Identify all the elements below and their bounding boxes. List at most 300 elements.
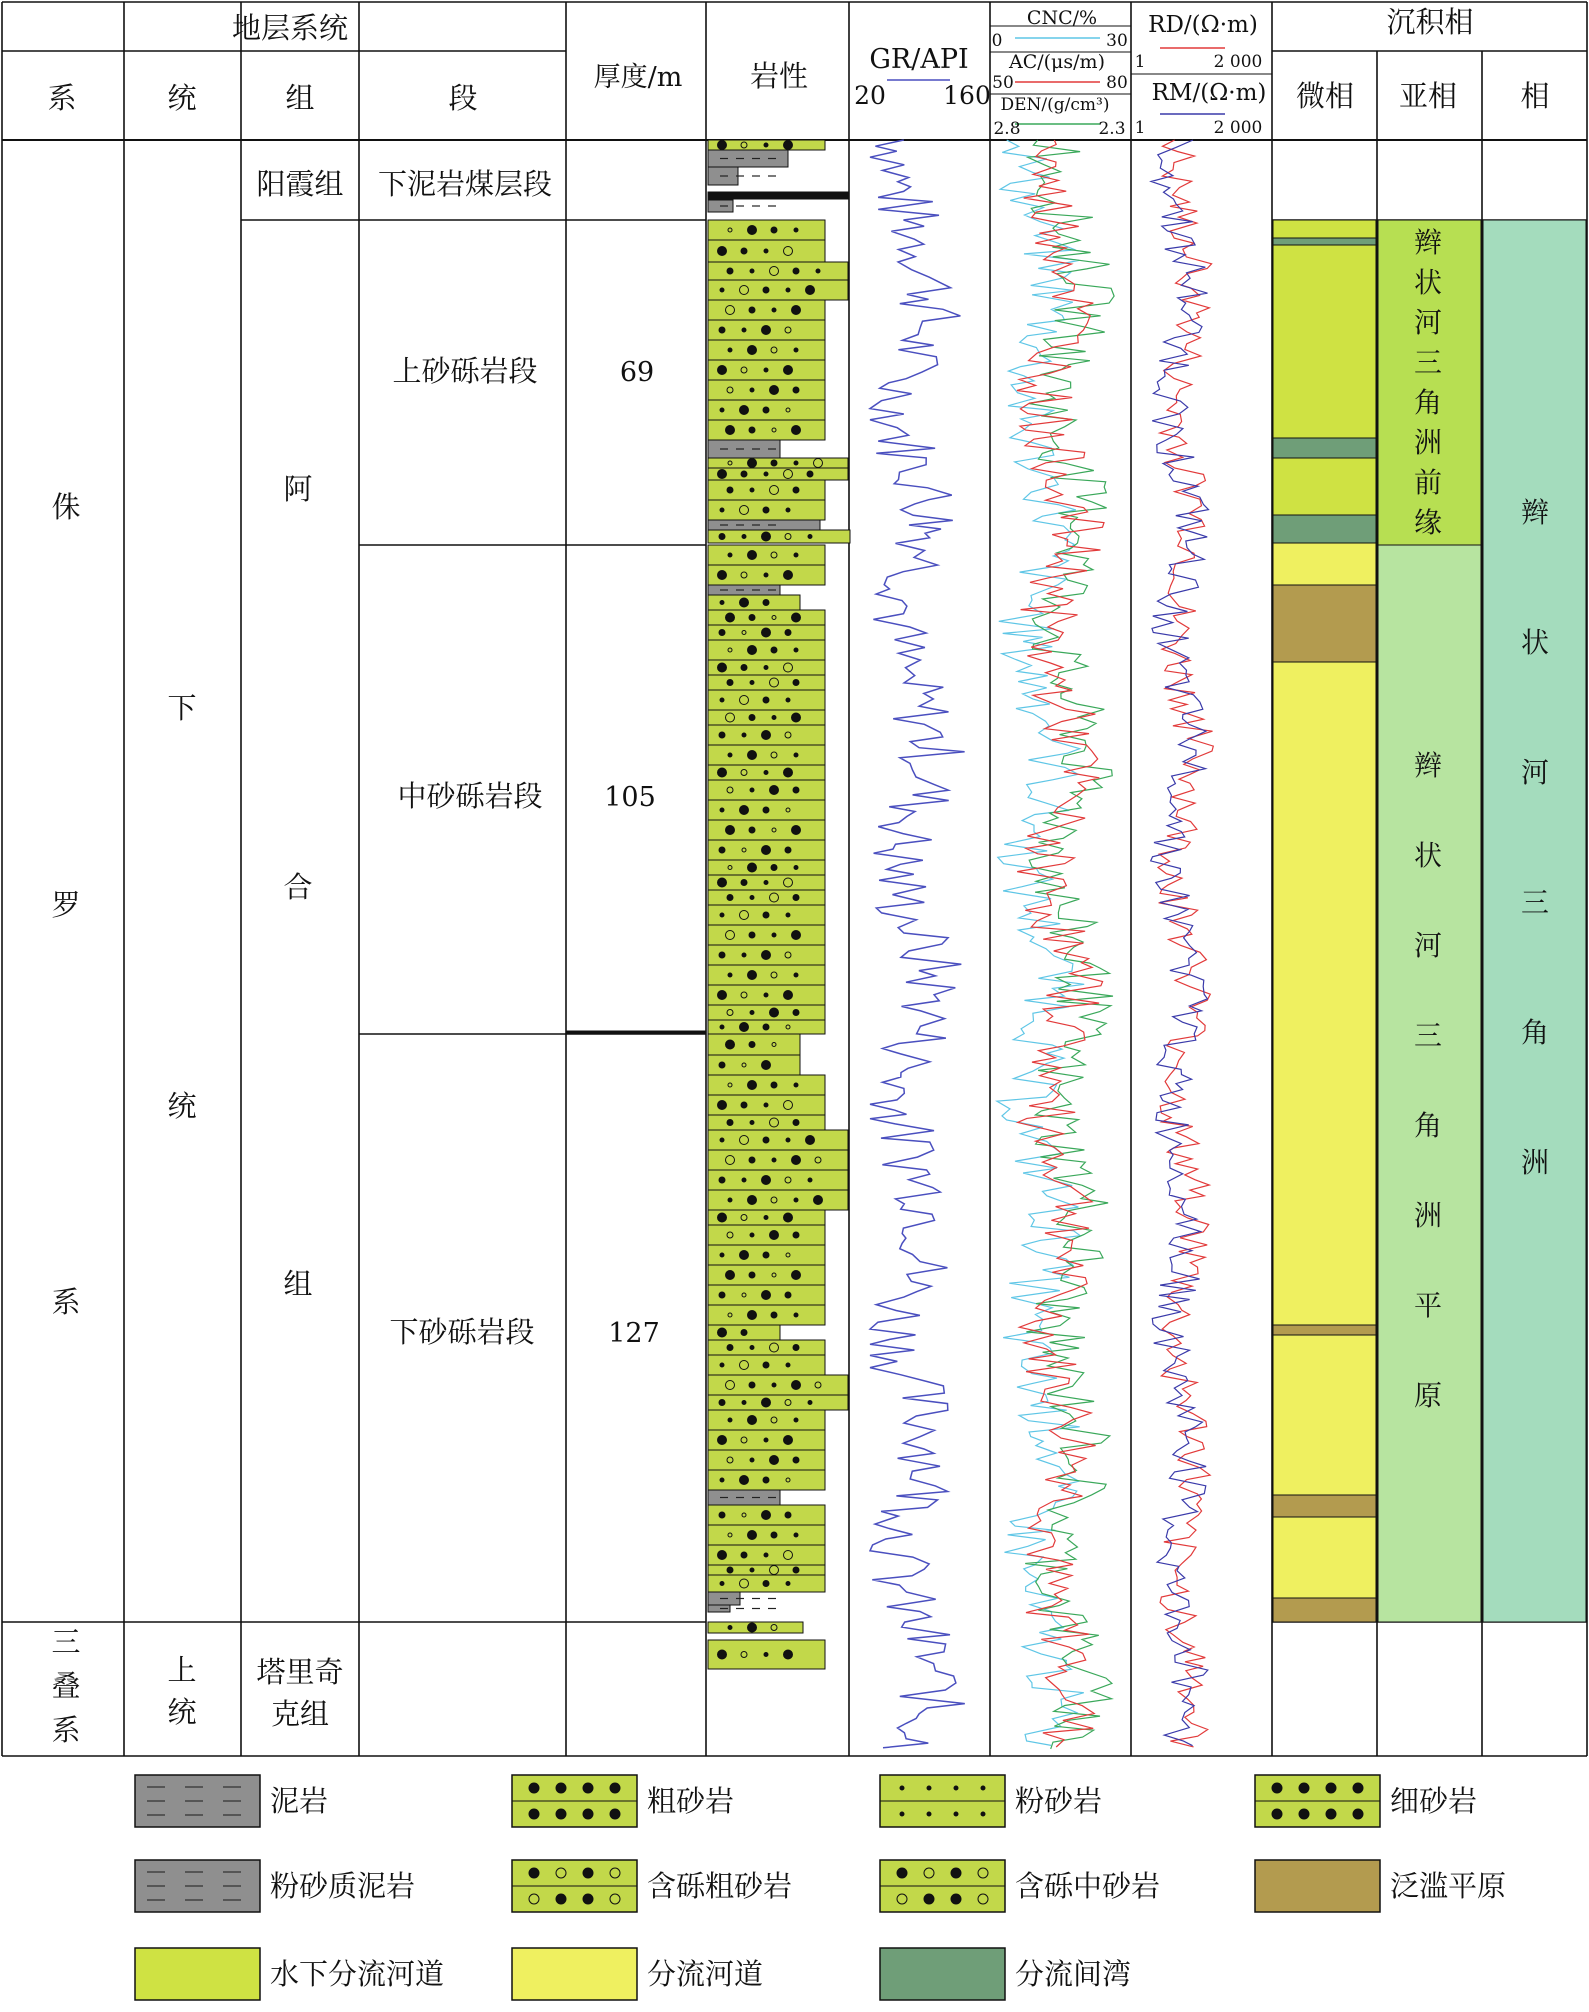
header-series: 统 [167,81,197,115]
microfacies-bar [1273,1598,1376,1622]
lith-grain [763,697,769,703]
lith-grain [742,733,746,737]
lith-grain [764,472,768,476]
lith-bed [708,468,848,480]
lith-grain [793,487,799,493]
lith-grain [786,1582,790,1586]
lith-grain [719,1512,725,1518]
lith-grain [763,507,769,513]
member-middle: 中砂砾岩段 [397,779,543,813]
legend-swatch [512,1948,637,2000]
header-ac: AC/(μs/m) [1008,51,1106,73]
lith-grain [750,896,754,900]
lith-grain [793,1567,799,1573]
legend [135,1775,1506,2000]
lith-grain [718,1328,727,1337]
lith-grain [794,1313,798,1317]
lith-bed [708,458,848,468]
lith-grain [785,847,791,853]
microfacies-bar [1273,543,1376,585]
lith-grain [718,991,727,1000]
lith-bed [708,280,848,300]
legend-grain [556,1809,566,1819]
lith-grain [718,571,727,580]
header-member: 段 [448,81,478,115]
lith-grain [728,973,732,977]
lith-grain [763,600,769,606]
legend-label: 细砂岩 [1390,1784,1478,1818]
lith-grain [793,268,799,274]
lith-grain [719,327,725,333]
lith-grain [785,630,791,636]
thickness-upper: 69 [619,357,655,388]
lith-grain [772,1383,776,1387]
series-lower-1: 下 [167,691,197,725]
lith-grain [718,1650,727,1659]
lith-grain [806,1136,815,1145]
thickness-lower: 127 [608,1318,660,1349]
lith-grain [718,141,727,150]
legend-grain [927,1786,931,1790]
subfacies-plain-label: 角 [1413,1109,1443,1142]
lith-grain [784,991,793,1000]
lith-grain [763,1252,769,1258]
system-jurassic-2: 罗 [51,888,81,922]
system-triassic-1: 三 [51,1625,81,1659]
lith-grain [806,286,815,295]
lith-grain [749,307,755,313]
subfacies-plain-label: 状 [1413,839,1443,872]
legend-grain [951,1868,961,1878]
legend-grain [951,1894,961,1904]
lith-grain [720,698,724,702]
lith-grain [749,827,755,833]
lith-grain [720,1582,724,1586]
lith-bed [708,1565,825,1575]
lith-grain [770,786,779,795]
lith-bed [708,480,825,500]
series-upper-1: 上 [167,1653,197,1687]
ac-scale-min: 50 [992,73,1014,93]
lith-grain [726,426,735,435]
lith-grain [816,269,820,273]
lith-bed [708,1450,825,1470]
lith-grain [749,427,755,433]
lith-grain [749,1272,755,1278]
lith-grain [750,788,754,792]
lith-grain [748,971,757,980]
legend-grain [583,1868,593,1878]
header-rm: RM/(Ω·m) [1151,80,1267,106]
subfacies-plain-bar [1378,545,1481,1622]
lith-grain [740,598,749,607]
header-den: DEN/(g/cm³) [1000,95,1110,115]
lith-grain [720,1363,724,1367]
lith-grain [793,787,799,793]
legend-grain [610,1783,620,1793]
lith-grain [793,1120,799,1126]
lith-bed [708,860,825,875]
lith-grain [770,1008,779,1017]
legend-grain [610,1809,620,1819]
lith-grain [720,601,724,605]
header-formation: 组 [285,81,315,115]
lith-grain [784,1436,793,1445]
subfacies-front-label: 洲 [1413,426,1443,459]
lith-grain [762,532,771,541]
lith-bed [708,380,825,400]
lith-grain [750,488,754,492]
subfacies-plain-label: 三 [1413,1019,1443,1052]
legend-grain [529,1809,539,1819]
legend-label: 泥岩 [270,1784,329,1818]
lith-grain [742,1178,746,1182]
legend-grain [1272,1809,1282,1819]
legend-grain [556,1783,566,1793]
lith-grain [720,508,724,512]
header-facies-group: 沉积相 [1386,5,1474,39]
rd-curve [1158,140,1213,1747]
lith-grain [793,387,799,393]
lith-bed [708,1340,825,1355]
lith-grain [720,808,724,812]
lith-grain [762,326,771,335]
header-microfacies: 微相 [1295,79,1355,113]
lith-grain [748,751,757,760]
lith-grain [763,1362,769,1368]
subfacies-front-label: 缘 [1413,506,1443,539]
lith-grain [720,288,724,292]
header-subfacies: 亚相 [1398,79,1458,113]
series-lower-2: 统 [167,1089,197,1123]
lith-grain [718,1436,727,1445]
legend-grain [897,1868,907,1878]
lith-grain [762,1291,771,1300]
lith-grain [748,1081,757,1090]
lith-grain [741,248,747,254]
lith-grain [794,1198,798,1202]
legend-grain [1299,1809,1309,1819]
lith-grain [748,551,757,560]
lith-grain [793,1010,799,1016]
lith-grain [727,1567,733,1573]
system-triassic-2: 叠 [51,1669,81,1703]
lith-grain [764,1103,768,1107]
lith-grain [792,1271,801,1280]
microfacies-bar [1273,238,1376,245]
lith-grain [727,1120,733,1126]
legend-grain [900,1812,904,1816]
lith-grain [762,1511,771,1520]
member-upper: 上砂砾岩段 [392,354,538,388]
lith-grain [719,732,725,738]
lith-grain [784,768,793,777]
lith-grain [740,806,749,815]
lith-grain [742,953,746,957]
lith-grain [740,1023,749,1032]
lith-grain [750,269,754,273]
lith-grain [749,1042,755,1048]
lith-grain [719,1292,725,1298]
lith-bed [708,780,825,800]
lith-grain [794,753,798,757]
lith-bed [708,675,825,690]
subfacies-front-label: 三 [1413,346,1443,379]
legend-label: 粉砂岩 [1015,1784,1103,1818]
lith-grain [793,1457,799,1463]
lith-grain [727,680,733,686]
lith-grain [726,826,735,835]
legend-label: 泛滥平原 [1390,1869,1507,1903]
formation-taliqike-2: 克组 [270,1697,330,1731]
lith-grain [728,753,732,757]
facies-delta-label: 状 [1520,626,1550,659]
legend-label: 含砾粗砂岩 [647,1869,793,1903]
lith-grain [785,1512,791,1518]
legend-grain [583,1809,593,1819]
lith-grain [741,880,747,886]
lith-grain [718,470,727,479]
lith-grain [750,1458,754,1462]
lith-grain [792,613,801,622]
lith-grain [726,1040,735,1049]
rd-scale-max: 2 000 [1213,52,1263,72]
cnc-scale-min: 0 [991,31,1003,51]
lith-grain [786,1138,790,1142]
lith-grain [727,895,733,901]
lith-grain [748,226,757,235]
microfacies-bar [1273,515,1376,543]
lith-grain [794,228,798,232]
legend-grain [1326,1809,1336,1819]
lith-grain [718,768,727,777]
lith-grain [794,648,798,652]
lith-grain [764,368,768,372]
lith-grain [720,1478,724,1482]
lith-grain [741,1102,747,1108]
lith-grain [740,1251,749,1260]
lith-grain [762,951,771,960]
lith-grain [748,1531,757,1540]
lith-grain [794,866,798,870]
microfacies-bar [1273,245,1376,438]
lith-grain [762,1061,771,1070]
legend-grain [1299,1783,1309,1793]
header-facies: 相 [1520,79,1550,113]
lith-grain [792,826,801,835]
lith-grain [771,1312,777,1318]
lith-grain [772,933,776,937]
legend-grain [981,1786,985,1790]
lith-grain [771,227,777,233]
lith-grain [794,1418,798,1422]
lith-grain [719,952,725,958]
lith-grain [764,666,768,670]
lith-grain [793,680,799,686]
lith-grain [786,508,790,512]
lith-grain [786,698,790,702]
lith-grain [726,1271,735,1280]
lith-bed [708,1170,848,1190]
lith-bed [708,640,825,660]
microfacies-bar [1273,1325,1376,1335]
lith-grain [749,615,755,621]
series-upper-2: 统 [167,1695,197,1729]
lith-grain [808,1178,812,1182]
microfacies-bar [1273,585,1376,662]
legend-grain [583,1894,593,1904]
legend-grain [927,1812,931,1816]
formation-ahe-2: 合 [283,870,313,904]
facies-delta-label: 角 [1520,1016,1550,1049]
lith-bed [708,1305,825,1325]
lith-grain [741,665,747,671]
legend-grain [954,1812,958,1816]
lith-bed [708,1005,825,1020]
lith-grain [771,647,777,653]
lith-grain [719,847,725,853]
subfacies-front-label: 辫 [1413,226,1443,259]
ac-scale-max: 80 [1106,73,1128,93]
lith-grain [749,932,755,938]
lith-grain [814,1196,823,1205]
lith-grain [772,308,776,312]
well-log-curves [870,140,1213,1749]
header-thickness: 厚度/m [593,62,683,93]
lith-grain [718,366,727,375]
lith-bed [708,890,825,905]
legend-grain [1353,1809,1363,1819]
lith-grain [763,1137,769,1143]
header-rd: RD/(Ω·m) [1148,12,1258,38]
legend-label: 粗砂岩 [647,1784,735,1818]
lith-bed [708,545,825,565]
legend-grain [583,1783,593,1793]
lith-grain [771,1082,777,1088]
lith-grain [727,1345,733,1351]
lith-grain [748,1311,757,1320]
lith-grain [793,895,799,901]
facies-delta-label: 辫 [1520,496,1550,529]
facies-delta-label: 洲 [1520,1146,1550,1179]
formation-taliqike-1: 塔里奇 [256,1655,344,1689]
lith-grain [772,716,776,720]
lith-grain [720,913,724,917]
lith-bed [708,1075,825,1095]
legend-grain [1353,1783,1363,1793]
member-lower: 下砂砾岩段 [389,1315,535,1349]
cnc-curve [997,140,1084,1745]
lith-grain [728,1198,732,1202]
den-scale-min: 2.8 [993,119,1021,139]
microfacies-bar [1273,1495,1376,1517]
lith-grain [742,1401,746,1405]
lith-grain [770,1456,779,1465]
formation-ahe-1: 阿 [283,472,313,506]
legend-label: 含砾中砂岩 [1015,1869,1161,1903]
legend-label: 粉砂质泥岩 [270,1869,416,1903]
lith-grain [749,1157,755,1163]
den-scale-max: 2.3 [1098,119,1126,139]
lith-bed [708,192,848,199]
lith-bed [708,1130,848,1150]
microfacies-bar [1273,458,1376,515]
cnc-scale-max: 30 [1106,31,1128,51]
lith-grain [762,1176,771,1185]
lith-grain [784,571,793,580]
lith-grain [763,912,769,918]
lith-grain [763,287,769,293]
microfacies-bar [1273,1335,1376,1495]
lith-bed [708,340,825,360]
lith-bed [708,220,825,240]
subfacies-front-label: 角 [1413,386,1443,419]
lith-grain [807,471,813,477]
lith-grain [792,1156,801,1165]
lith-grain [794,553,798,557]
lith-grain [764,143,768,147]
lith-grain [763,1581,769,1587]
lith-grain [748,459,757,468]
legend-grain [954,1786,958,1790]
lith-grain [728,348,732,352]
subfacies-front-label: 状 [1413,266,1443,299]
lith-grain [794,1533,798,1537]
lith-grain [770,386,779,395]
lithology-column [708,140,850,1669]
lith-grain [718,1213,727,1222]
legend-grain [981,1812,985,1816]
header-strat-system: 地层系统 [231,11,349,45]
lith-bed [708,1375,848,1395]
lith-grain [750,1121,754,1125]
rm-scale-min: 1 [1134,118,1146,138]
legend-label: 分流间湾 [1015,1957,1132,1991]
lith-grain [793,1345,799,1351]
legend-grain [529,1868,539,1878]
lith-grain [750,1233,754,1237]
lith-grain [763,1024,769,1030]
lith-grain [750,388,754,392]
lith-grain [762,731,771,740]
lith-grain [770,1231,779,1240]
lith-grain [719,1062,725,1068]
lith-grain [786,1363,790,1367]
lith-bed [708,1525,825,1545]
lith-grain [720,1025,724,1029]
formation-ahe-3: 组 [283,1267,313,1301]
lith-grain [784,1650,793,1659]
legend-grain [900,1786,904,1790]
subfacies-plain-label: 平 [1413,1289,1443,1322]
lith-grain [784,141,793,150]
lith-bed [708,530,850,543]
lith-grain [741,1552,747,1558]
lith-grain [720,1138,724,1142]
lith-grain [792,426,801,435]
lith-grain [742,535,746,539]
legend-swatch [135,1948,260,2000]
lith-grain [772,1158,776,1162]
lith-grain [719,534,725,540]
lith-grain [764,1216,768,1220]
facies-delta-bar [1483,220,1586,1622]
lith-grain [808,535,812,539]
lith-grain [764,1438,768,1442]
facies-delta-label: 河 [1520,756,1550,789]
lith-grain [771,460,777,466]
lith-grain [719,630,725,636]
